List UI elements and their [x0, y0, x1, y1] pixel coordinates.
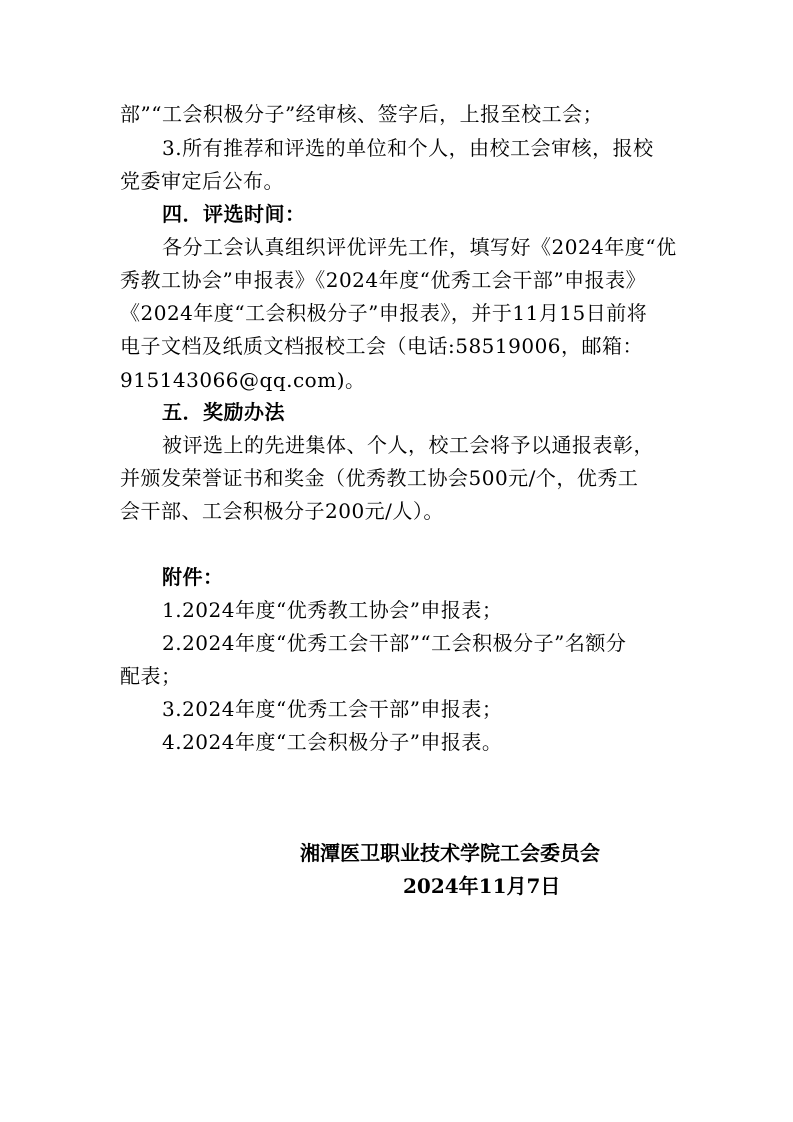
- signature-organization: 湘潭医卫职业技术学院工会委员会: [300, 841, 600, 865]
- attachments-heading: 附件：: [162, 565, 224, 589]
- text-line: 秀教工协会”申报表》《2024年度“优秀工会干部”申报表》: [120, 268, 647, 292]
- text-line: 被评选上的先进集体、个人，校工会将予以通报表彰，: [162, 433, 654, 457]
- signature-date: 2024年11月7日: [403, 874, 561, 898]
- text-line: 915143066@qq.com)。: [120, 368, 366, 392]
- attachment-item: 配表；: [120, 664, 182, 688]
- text-line: 《2024年度“工会积极分子”申报表》，并于11月15日前将: [120, 301, 648, 325]
- attachment-item: 2.2024年度“优秀工会干部”“工会积极分子”名额分: [162, 631, 627, 655]
- text-line: 3.所有推荐和评选的单位和个人，由校工会审核，报校: [162, 136, 654, 160]
- text-line: 党委审定后公布。: [120, 169, 284, 193]
- section-heading: 四．评选时间：: [162, 202, 306, 226]
- attachment-item: 1.2024年度“优秀教工协会”申报表；: [162, 598, 503, 622]
- text-line: 并颁发荣誉证书和奖金（优秀教工协会500元/个，优秀工: [120, 466, 639, 490]
- section-heading: 五．奖励办法: [162, 400, 285, 424]
- text-line: 会干部、工会积极分子200元/人）。: [120, 499, 444, 523]
- text-line: 各分工会认真组织评优评先工作，填写好《2024年度“优: [162, 235, 677, 259]
- attachment-item: 3.2024年度“优秀工会干部”申报表；: [162, 697, 503, 721]
- text-line: 电子文档及纸质文档报校工会（电话:58519006，邮箱：: [120, 334, 644, 358]
- text-line: 部”“工会积极分子”经审核、签字后，上报至校工会；: [120, 102, 604, 126]
- attachment-item: 4.2024年度“工会积极分子”申报表。: [162, 730, 503, 754]
